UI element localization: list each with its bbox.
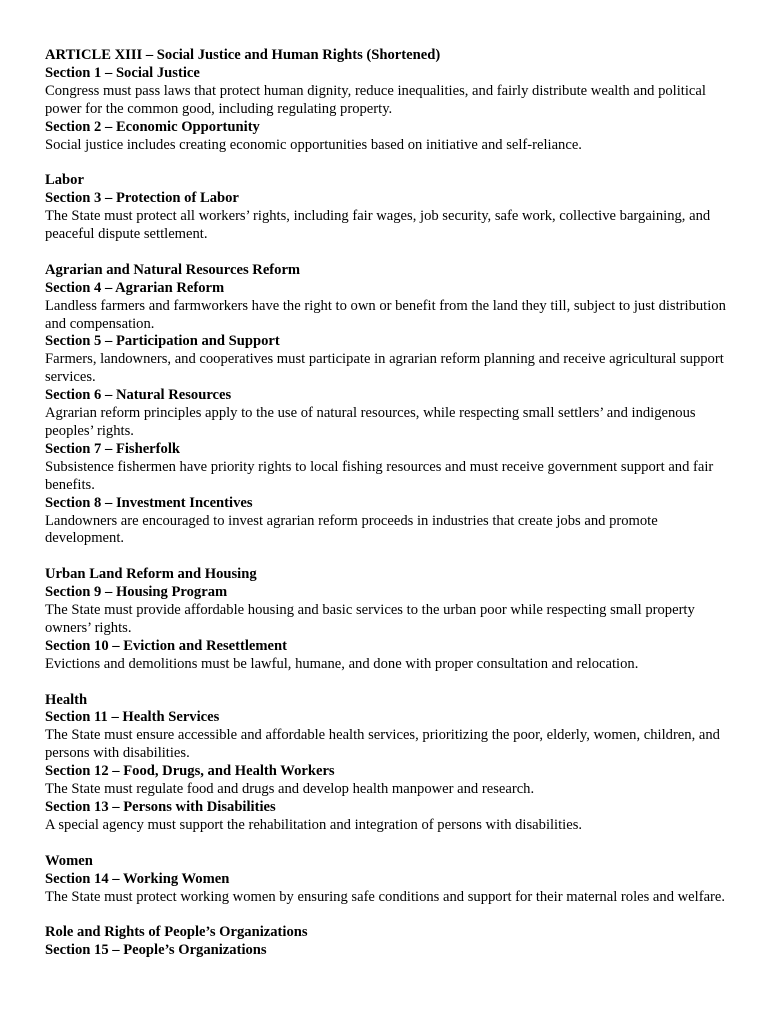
section-heading-6: Section 6 – Natural Resources — [45, 387, 232, 404]
section-heading-2: Section 2 – Economic Opportunity — [45, 118, 260, 135]
section-heading-13: Section 13 – Persons with Disabilities — [45, 799, 276, 815]
section-text-2: Social justice includes creating economic opportunities based on initiative and self-reliance. — [45, 136, 582, 153]
section-text-11: The State must ensure accessible and affordable health services, prioritizing the poor, elderly, women, children, and persons with disabilities. — [45, 727, 720, 762]
section-heading-1: Section 1 – Social Justice — [45, 64, 200, 81]
group-heading-labor: Labor — [45, 172, 84, 189]
section-heading-5: Section 5 – Participation and Support — [45, 333, 280, 350]
section-text-5: Farmers, landowners, and cooperatives must participate in agrarian reform planning and receive agricultural support services. — [45, 351, 724, 386]
paragraph-gap — [45, 674, 735, 692]
section-heading-4: Section 4 – Agrarian Reform — [45, 279, 225, 296]
section-text-9: The State must provide affordable housing and basic services to the urban poor while respecting small property owners’ rights. — [45, 602, 695, 636]
section-text-7: Subsistence fishermen have priority rights to local fishing resources and must receive government support and fair benefits. — [45, 458, 714, 493]
paragraph-gap — [45, 835, 735, 853]
paragraph-gap — [45, 548, 735, 566]
group-heading-agrarian: Agrarian and Natural Resources Reform — [45, 261, 301, 278]
section-heading-8: Section 8 – Investment Incentives — [45, 494, 253, 511]
group-heading-peoples-organizations: Role and Rights of People’s Organizations — [45, 924, 308, 941]
group-heading-women: Women — [45, 852, 93, 869]
section-heading-3: Section 3 – Protection of Labor — [45, 190, 239, 207]
paragraph-gap — [45, 154, 735, 172]
document-title: ARTICLE XIII – Social Justice and Human Rights (Shortened) — [45, 47, 441, 63]
paragraph-gap — [45, 906, 735, 924]
section-heading-15: Section 15 – People’s Organizations — [45, 942, 267, 959]
group-heading-health: Health — [45, 691, 88, 708]
section-text-14: The State must protect working women by ensuring safe conditions and support for their maternal roles and welfare. — [45, 888, 726, 905]
section-text-10: Evictions and demolitions must be lawful, humane, and done with proper consultation and relocation. — [45, 655, 639, 672]
section-text-6: Agrarian reform principles apply to the use of natural resources, while respecting small settlers’ and indigenous peoples’ rights. — [45, 405, 696, 439]
paragraph-gap — [45, 244, 735, 262]
group-heading-urban-housing: Urban Land Reform and Housing — [45, 566, 257, 583]
section-text-1: Congress must pass laws that protect human dignity, reduce inequalities, and fairly distribute wealth and political power for the common good, including regulating property. — [45, 82, 706, 117]
section-text-13: A special agency must support the rehabilitation and integration of persons with disabilities. — [45, 816, 583, 833]
section-text-12: The State must regulate food and drugs and develop health manpower and research. — [45, 781, 535, 798]
section-heading-9: Section 9 – Housing Program — [45, 584, 228, 601]
section-heading-7: Section 7 – Fisherfolk — [45, 440, 180, 457]
section-text-4: Landless farmers and farmworkers have the right to own or benefit from the land they till, subject to just distribution and compensation. — [45, 297, 726, 332]
section-heading-12: Section 12 – Food, Drugs, and Health Workers — [45, 763, 335, 780]
section-text-8: Landowners are encouraged to invest agrarian reform proceeds in industries that create jobs and promote development. — [45, 512, 658, 547]
document-page — [45, 47, 735, 960]
section-heading-10: Section 10 – Eviction and Resettlement — [45, 637, 287, 654]
section-heading-14: Section 14 – Working Women — [45, 870, 230, 887]
section-text-3: The State must protect all workers’ rights, including fair wages, job security, safe work, collective bargaining, and peaceful dispute settlement. — [45, 208, 711, 243]
section-heading-11: Section 11 – Health Services — [45, 709, 220, 726]
